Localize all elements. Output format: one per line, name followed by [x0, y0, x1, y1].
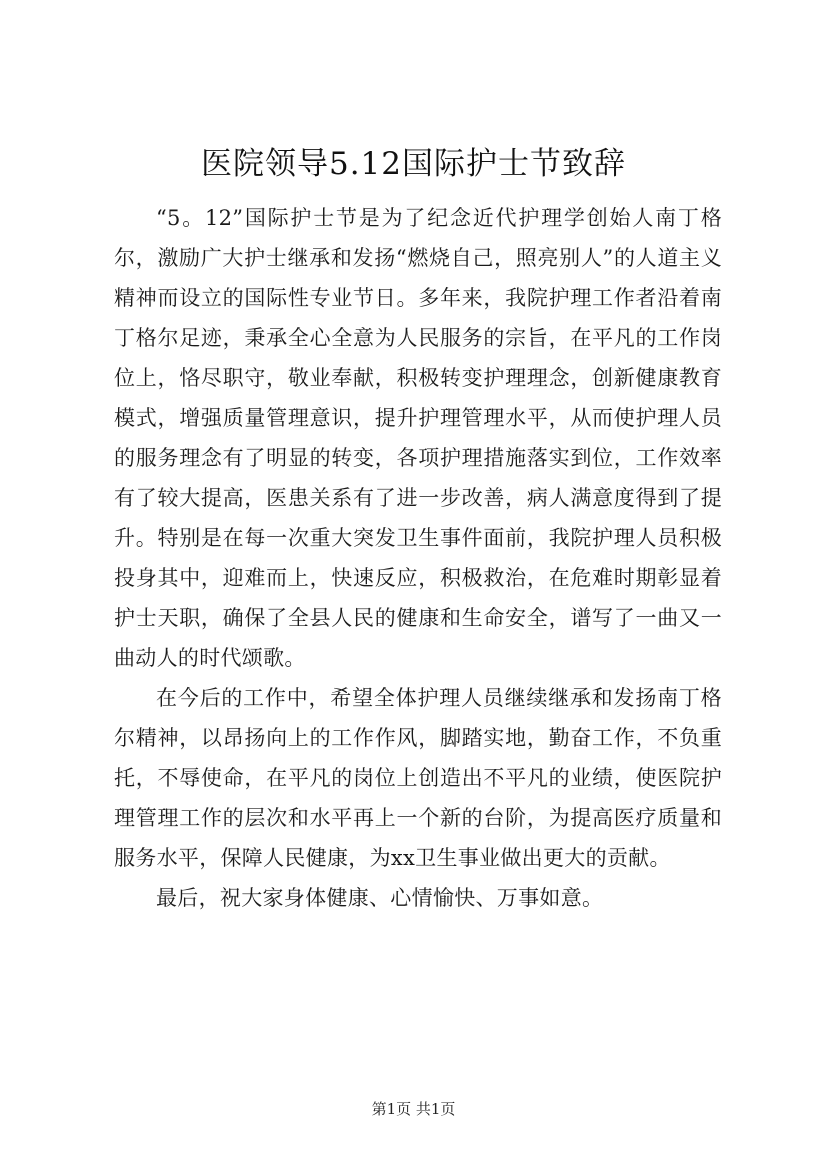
paragraph-1: “5。12”国际护士节是为了纪念近代护理学创始人南丁格尔，激励广大护士继承和发扬“燃烧自己，照亮别人”的人道主义精神而设立的国际性专业节日。多年来，我院护理工作者沿着南丁格尔足迹，秉承全心全意为人民服务的宗旨，在平凡的工作岗位上，恪尽职守，敬业奉献，积极转变护理理念，创新健康教育模式，增强质量管理意识，提升护理管理水平，从而使护理人员的服务理念有了明显的转变，各项护理措施落实到位，工作效率有了较大提高，医患关系有了进一步改善，病人满意度得到了提升。特别是在每一次重大突发卫生事件面前，我院护理人员积极投身其中，迎难而上，快速反应，积极救治，在危难时期彰显着护士天职，确保了全县人民的健康和生命安全，谱写了一曲又一曲动人的时代颂歌。	[114, 206, 722, 670]
paragraph-2: 在今后的工作中，希望全体护理人员继续继承和发扬南丁格尔精神，以昂扬向上的工作作风，脚踏实地，勤奋工作，不负重托，不辱使命，在平凡的岗位上创造出不平凡的业绩，使医院护理管理工作的层次和水平再上一个新的台阶，为提高医疗质量和服务水平，保障人民健康，为xx卫生事业做出更大的贡献。	[114, 686, 722, 870]
paragraph-3: 最后，祝大家身体健康、心情愉快、万事如意。	[156, 886, 604, 910]
document-title: 医院领导5.12国际护士节致辞	[200, 146, 627, 182]
page-footer: 第1页 共1页	[371, 1100, 456, 1118]
document-body	[114, 198, 722, 918]
